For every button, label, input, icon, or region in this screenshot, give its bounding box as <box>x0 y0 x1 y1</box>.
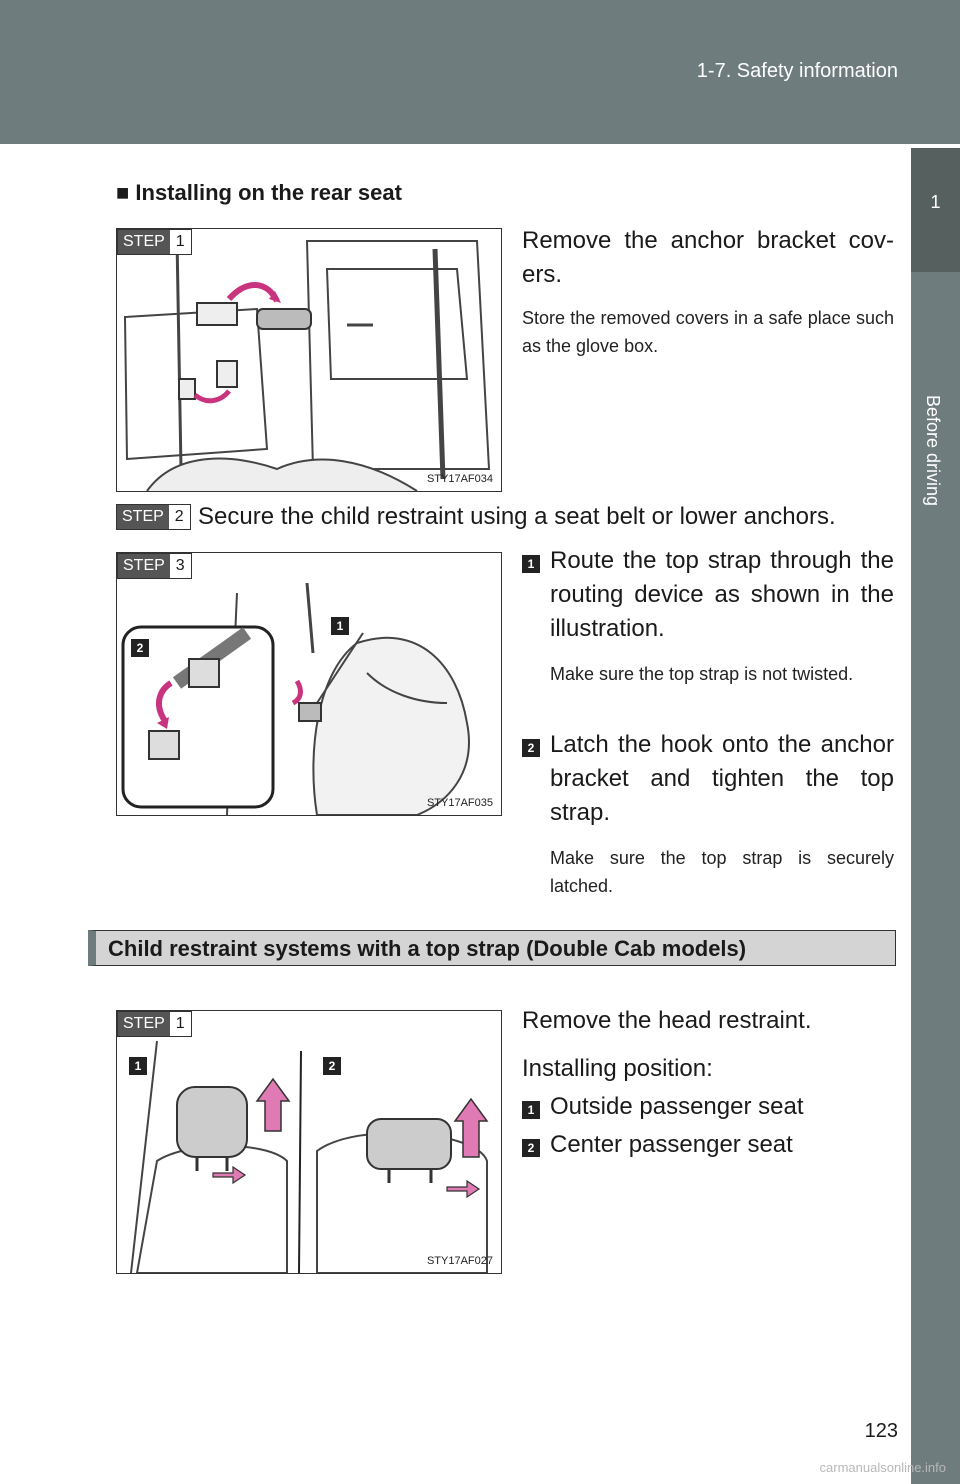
position-marker-2: 2 <box>522 1139 540 1157</box>
double-cab-heading: Child restraint systems with a top strap (Double Cab models) <box>88 930 896 966</box>
position-center-passenger-seat: Center passenger seat <box>550 1131 793 1158</box>
figure-marker-1: 1 <box>331 617 349 635</box>
figure-marker-2: 2 <box>131 639 149 657</box>
figure-top-strap-routing <box>116 552 502 816</box>
step-badge <box>117 1011 192 1037</box>
step-badge <box>117 553 192 579</box>
figure-marker-1: 1 <box>129 1057 147 1075</box>
position-outside-passenger-seat: Outside passenger seat <box>550 1093 804 1120</box>
side-tab-label: Before driving <box>923 395 943 507</box>
chapter-title: 1-7. Safety information <box>696 60 898 82</box>
page-number: 123 <box>864 1420 898 1442</box>
page-header <box>0 0 960 144</box>
step1-note: Store the removed covers in a safe place such as the glove box. <box>522 308 894 356</box>
step-number: 3 <box>175 557 185 574</box>
figure-anchor-bracket-covers <box>116 228 502 492</box>
illustration-child-seat <box>117 553 501 815</box>
step-word: STEP <box>118 1012 170 1036</box>
figure-marker-2: 2 <box>323 1057 341 1075</box>
item2-note: Make sure the top strap is securely latched. <box>550 848 894 896</box>
step-word: STEP <box>118 554 170 578</box>
figure-code: STY17AF027 <box>426 1255 493 1267</box>
figure-head-restraint <box>116 1010 502 1274</box>
step-number: 1 <box>175 233 185 250</box>
watermark: carmanualsonline.info <box>819 1460 946 1475</box>
illustration-rear-cab <box>117 229 501 491</box>
item1-marker: 1 <box>522 555 540 573</box>
side-tab-number: 1 <box>930 192 941 212</box>
step2-instruction: Secure the child restraint using a seat belt or lower anchors. <box>198 503 836 530</box>
item2-instruction: Latch the hook onto the anchor bracket and tighten the top strap. <box>550 731 894 826</box>
step2-badge <box>116 504 191 530</box>
figure-code: STY17AF035 <box>426 797 493 809</box>
figure-code: STY17AF034 <box>426 473 493 485</box>
step1-instruction: Remove the anchor bracket cov-ers. <box>522 227 894 288</box>
section-heading: ■ Installing on the rear seat <box>116 180 402 205</box>
side-tab <box>911 148 960 1484</box>
item1-note: Make sure the top strap is not twisted. <box>550 664 854 684</box>
step-badge <box>117 229 192 255</box>
position-marker-1: 1 <box>522 1101 540 1119</box>
item1-instruction: Route the top strap through the routing device as shown in the illustration. <box>550 547 894 642</box>
step-word: STEP <box>118 230 170 254</box>
illustration-head-restraint <box>117 1011 501 1273</box>
installing-position-label: Installing position: <box>522 1055 713 1082</box>
step-number: 1 <box>175 1015 185 1032</box>
step-number: 2 <box>174 508 184 525</box>
step-word: STEP <box>117 505 169 529</box>
item2-marker: 2 <box>522 739 540 757</box>
double-cab-step1-instruction: Remove the head restraint. <box>522 1007 812 1034</box>
